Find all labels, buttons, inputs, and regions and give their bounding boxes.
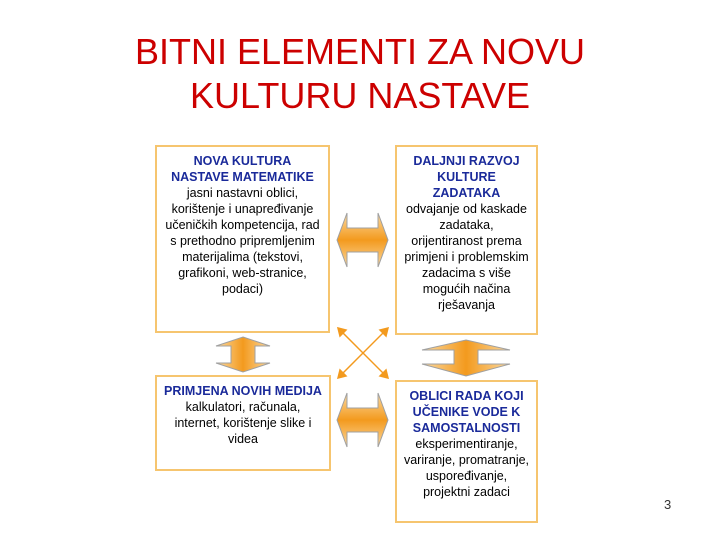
- cross-connector-icon: [338, 328, 388, 378]
- box-heading-line: KULTURE: [437, 170, 496, 184]
- box-body-line: primjeni i problemskim: [404, 250, 529, 264]
- box-heading-line: SAMOSTALNOSTI: [412, 421, 521, 435]
- box-body-line: kalkulatori, računala,: [185, 400, 301, 414]
- box-body-line: rješavanja: [438, 298, 495, 312]
- slide-title-line-2: KULTURU NASTAVE: [189, 75, 531, 116]
- box-body-line: grafikoni, web-stranice,: [178, 266, 307, 280]
- box-kultura-zadataka: [395, 145, 538, 335]
- box-heading-line: PRIMJENA NOVIH MEDIJA: [164, 384, 322, 398]
- box-body-line: projektni zadaci: [423, 485, 510, 499]
- box-body-line: mogućih načina: [422, 282, 511, 296]
- box-body-line: zadataka,: [439, 218, 494, 232]
- box-body-line: zadacima s više: [422, 266, 511, 280]
- slide-title-line-1: BITNI ELEMENTI ZA NOVU: [134, 31, 586, 72]
- box-oblici-rada: [395, 380, 538, 523]
- box-body-line: materijalima (tekstovi,: [182, 250, 303, 264]
- box-nova-kultura-nastave: [155, 145, 330, 333]
- double-arrow-left-icon: [216, 337, 270, 372]
- box-body-line: odvajanje od kaskade: [406, 202, 527, 216]
- box-body-line: uspoređivanje,: [425, 469, 508, 483]
- double-arrow-top-icon: [337, 213, 388, 267]
- box-body-line: učeničkih kompetencija, rad: [165, 218, 320, 232]
- double-arrow-right-icon: [422, 340, 510, 376]
- box-body-line: videa: [228, 432, 258, 446]
- box-heading-line: DALJNJI RAZVOJ: [413, 154, 520, 168]
- box-body-line: korištenje i unapređivanje: [171, 202, 314, 216]
- box-body-line: s prethodno pripremljenim: [170, 234, 315, 248]
- box-body-line: eksperimentiranje,: [415, 437, 518, 451]
- box-body-line: variranje, promatranje,: [403, 453, 530, 467]
- box-heading-line: UČENIKE VODE K: [412, 405, 521, 419]
- box-body-line: podaci): [222, 282, 263, 296]
- box-body-line: orijentiranost prema: [411, 234, 522, 248]
- box-heading-line: OBLICI RADA KOJI: [409, 389, 524, 403]
- box-heading-line: ZADATAKA: [432, 186, 501, 200]
- box-heading-line: NASTAVE MATEMATIKE: [171, 170, 314, 184]
- box-body-line: jasni nastavni oblici,: [186, 186, 299, 200]
- box-heading-line: NOVA KULTURA: [193, 154, 292, 168]
- page-number: 3: [664, 497, 672, 512]
- box-novi-mediji: [155, 375, 331, 471]
- box-body-line: internet, korištenje slike i: [174, 416, 312, 430]
- double-arrow-bottom-icon: [337, 393, 388, 447]
